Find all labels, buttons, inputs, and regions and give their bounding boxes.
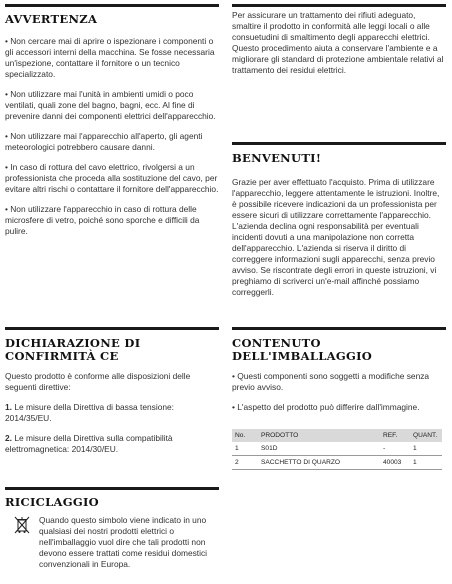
declaration-intro: Questo prodotto è conforme alle disposizioni delle seguenti direttive: [5, 371, 191, 392]
welcome-text: Grazie per aver effettuato l'acquisto. Prima di utilizzare l'apparecchio, leggere attentamente le istruzioni. Inoltre, è possibile ricevere indicazioni da un professionista per essere sicuri di utilizzare correttamente l'apparecchio. L'azienda declina ogni responsabilità per eventuali incidenti dovuti a una manipolazione non corretta dell'apparecchio. L'azienda si riserva il diritto di correggere informazioni sugli apparecchi, senza previo avviso. Se riscontrate degli errori in queste istruzioni, vi preghiamo di scriverci un'e-mail affinché possiamo correggerli. [232, 177, 440, 297]
column-header-number: No. [232, 429, 258, 442]
declaration-title-line1: DICHIARAZIONE DI [5, 336, 141, 350]
declaration-item [5, 433, 219, 455]
warning-item: • Non utilizzare mai l'apparecchio all'aperto, gli agenti meteorologici potrebbero causare danni. [5, 131, 203, 152]
warning-section [5, 4, 219, 237]
contents-table [232, 429, 442, 470]
column-header-product: PRODOTTO [258, 429, 380, 442]
package-title-line2: DELL'IMBALLAGGIO [232, 349, 373, 363]
disposal-section [232, 4, 446, 76]
welcome-title: BENVENUTI! [232, 151, 322, 165]
section-rule [5, 4, 219, 7]
crossed-bin-icon [13, 515, 31, 535]
cell-product: S01D [258, 442, 380, 456]
recycling-body [5, 515, 219, 570]
declaration-item-number: 1. [5, 402, 12, 412]
section-rule [5, 327, 219, 330]
declaration-item-text: Le misure della Direttiva sulla compatibilità elettromagnetica: 2014/30/EU. [5, 433, 173, 454]
cell-quantity: 1 [410, 442, 442, 456]
declaration-item-number: 2. [5, 433, 12, 443]
declaration-section [5, 327, 219, 455]
cell-ref: - [380, 442, 410, 456]
cell-quantity: 1 [410, 456, 442, 470]
recycling-text: Quando questo simbolo viene indicato in uno qualsiasi dei nostri prodotti elettrici o nell'imballaggio vuol dire che tali prodotti non devono essere trattati come residui domestici convenzionali in Europa. [39, 515, 208, 569]
cell-number: 2 [232, 456, 258, 470]
column-header-quantity: QUANT. [410, 429, 442, 442]
declaration-title-line2: CONFIRMITÀ CE [5, 349, 119, 363]
section-rule [232, 142, 446, 145]
disposal-text: Per assicurare un trattamento dei rifiuti adeguato, smaltire il prodotto in conformità alle leggi locali o alle consuetudini di smaltimento degli apparecchi elettrici. Questo procedimento aiuta a conservare l'ambiente e a migliorare gli standard di protezione ambientale relativi al trattamento dei residui elettrici. [232, 10, 444, 75]
cell-number: 1 [232, 442, 258, 456]
declaration-item-text: Le misure della Direttiva di bassa tensione: 2014/35/EU. [5, 402, 174, 423]
warning-item: • Non utilizzare mai l'unità in ambienti umidi o poco ventilati, quali zone del bagno, bagni, ecc. Al fine di prevenire danni dei componenti elettrici dell'apparecchio. [5, 89, 216, 121]
package-title [232, 337, 446, 363]
table-row [232, 456, 442, 470]
package-title-line1: CONTENUTO [232, 336, 321, 350]
warning-item: • Non cercare mai di aprire o ispezionare i componenti o gli accessori interni della macchina. Se fosse necessaria un'ispezione, contattare il fornitore o un tecnico specializzato. [5, 36, 215, 79]
recycling-text-wrap [5, 515, 219, 570]
recycling-section [5, 487, 219, 570]
package-note: • Questi componenti sono soggetti a modifiche senza previo avviso. [232, 371, 430, 392]
warning-item: • In caso di rottura del cavo elettrico, rivolgersi a un professionista che proceda alla sostituzione del cavo, per evitare altri rischi o contattare il fornitore dell'apparecchio. [5, 162, 219, 194]
recycling-title: RICICLAGGIO [5, 495, 99, 509]
table-row [232, 442, 442, 456]
section-rule [232, 4, 446, 7]
declaration-item [5, 402, 219, 424]
cell-product: SACCHETTO DI QUARZO [258, 456, 380, 470]
column-header-ref: REF. [380, 429, 410, 442]
welcome-section [232, 142, 446, 298]
package-note: • L'aspetto del prodotto può differire dall'immagine. [232, 402, 420, 412]
warning-title: AVVERTENZA [5, 12, 98, 26]
table-header-row [232, 429, 442, 442]
package-section [232, 327, 446, 470]
section-rule [5, 487, 219, 490]
declaration-title [5, 337, 219, 363]
warning-item: • Non utilizzare l'apparecchio in caso di rottura delle microsfere di vetro, poiché sono sporche e difficili da pulire. [5, 204, 200, 236]
cell-ref: 40003 [380, 456, 410, 470]
section-rule [232, 327, 446, 330]
